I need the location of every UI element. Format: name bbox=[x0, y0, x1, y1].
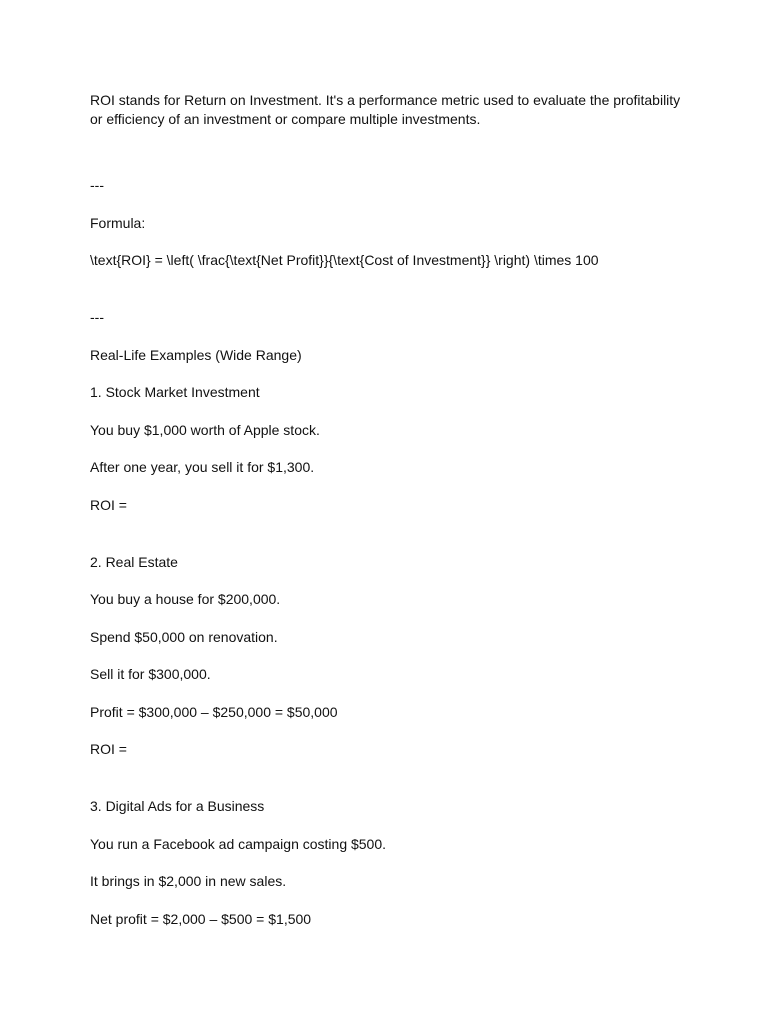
example-2-line: Profit = $300,000 – $250,000 = $50,000 bbox=[90, 703, 338, 720]
formula-heading: Formula: bbox=[90, 214, 146, 231]
example-2-title: 2. Real Estate bbox=[90, 553, 178, 570]
separator: --- bbox=[90, 309, 104, 325]
example-1-line: After one year, you sell it for $1,300. bbox=[90, 459, 315, 475]
example-2-line: Sell it for $300,000. bbox=[90, 666, 211, 682]
example-1-title: 1. Stock Market Investment bbox=[90, 384, 260, 400]
example-3-line: Net profit = $2,000 – $500 = $1,500 bbox=[90, 910, 312, 927]
document-body bbox=[90, 91, 690, 929]
example-3-line: It brings in $2,000 in new sales. bbox=[90, 873, 287, 889]
example-1-line: You buy $1,000 worth of Apple stock. bbox=[90, 421, 320, 438]
examples-heading: Real-Life Examples (Wide Range) bbox=[90, 346, 302, 363]
formula-text: \text{ROI} = \left( \frac{\text{Net Profit}}{\text{Cost of Investment}} \right) \times 100 bbox=[90, 252, 599, 268]
separator: --- bbox=[90, 177, 104, 193]
example-1-line: ROI = bbox=[90, 496, 127, 513]
example-3-line: You run a Facebook ad campaign costing $500. bbox=[90, 835, 387, 852]
example-2-line: You buy a house for $200,000. bbox=[90, 591, 281, 607]
example-2-line: Spend $50,000 on renovation. bbox=[90, 628, 278, 645]
example-2-line: ROI = bbox=[90, 741, 127, 757]
example-3-title: 3. Digital Ads for a Business bbox=[90, 798, 265, 814]
intro-paragraph: ROI stands for Return on Investment. It's a performance metric used to evaluate the profitability or efficiency of an investment or compare multiple investments. bbox=[90, 92, 685, 127]
